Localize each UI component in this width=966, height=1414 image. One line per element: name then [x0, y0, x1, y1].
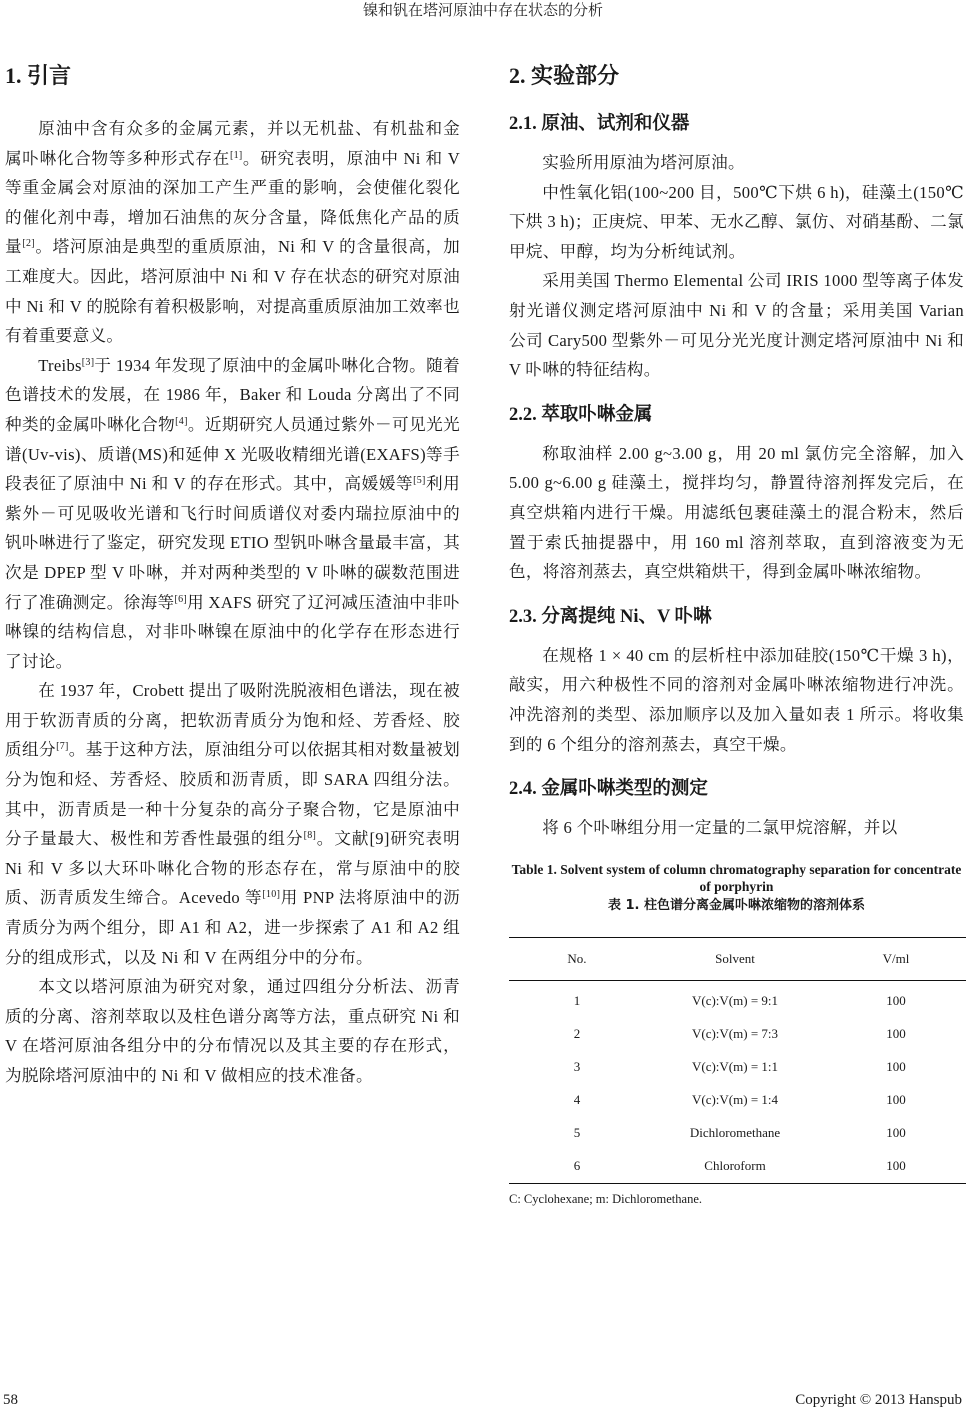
table-row	[509, 1051, 966, 1084]
paragraph: 中性氧化铝(100~200 目，500℃下烘 6 h)，硅藻土(150℃下烘 3 h)；正庚烷、甲苯、无水乙醇、氯仿、对硝基酚、二氯甲烷、甲醇，均为分析纯试剂。	[509, 182, 964, 261]
paragraph: 本文以塔河原油为研究对象，通过四组分分析法、沥青质的分离、溶剂萃取以及柱色谱分离等方法，重点研究 Ni 和 V 在塔河原油各组分中的分布情况以及其主要的存在形式，为脱除塔河原油中的 Ni 和 V 做相应的技术准备。	[5, 977, 460, 1085]
cell-solvent: V(c):V(m) = 9:1	[691, 993, 779, 1009]
cell-no: 5	[573, 1125, 581, 1141]
cell-solvent: V(c):V(m) = 1:1	[691, 1059, 779, 1075]
table-footnote: C: Cyclohexane; m: Dichloromethane.	[509, 1191, 703, 1206]
citation-marker: [7]	[56, 741, 69, 753]
cell-volume: 100	[886, 1125, 906, 1141]
cell-solvent: Dichloromethane	[689, 1125, 781, 1141]
cell-volume: 100	[886, 1092, 906, 1108]
table-caption-english: Table 1. Solvent system of column chromatography separation for concentrate of porphyrin	[511, 861, 962, 894]
paragraph: 采用美国 Thermo Elemental 公司 IRIS 1000 型等离子体发射光谱仪测定塔河原油中 Ni 和 V 的含量；采用美国 Varian 公司 Cary500 型紫外－可见分光光度计测定塔河原油中 Ni 和 V 卟啉的特征结构。	[509, 271, 964, 380]
citation-marker: [5]	[413, 475, 426, 487]
citation-marker: [1]	[229, 149, 243, 161]
cell-no: 3	[573, 1059, 581, 1075]
cell-no: 2	[573, 1026, 581, 1042]
cell-volume: 100	[886, 1026, 906, 1042]
paragraph: Treibs[3]于 1934 年发现了原油中的金属卟啉化合物。随着色谱技术的发展，在 1986 年，Baker 和 Louda 分离出了不同种类的金属卟啉化合物[4]。近期研究人员通过紫外－可见光光谱(Uv-vis)、质谱(MS)和延伸 X 光吸收精细光谱(EXAFS)等手段表征了原油中 Ni 和 V 的存在形式。其中，高媛媛等[5]利用紫外－可见吸收光谱和飞行时间质谱仪对委内瑞拉原油中的钒卟啉进行了鉴定，研究发现 ETIO 型钒卟啉含量最丰富，其次是 DPEP 型 V 卟啉，并对两种类型的 V 卟啉的碳数范围进行了准确测定。徐海等[6]用 XAFS 研究了辽河减压渣油中非卟啉镍的结构信息，对非卟啉镍在原油中的化学存在形态进行了讨论。	[5, 355, 461, 671]
paragraph: 实验所用原油为塔河原油。	[542, 153, 745, 172]
column-header-no: No.	[509, 937, 645, 980]
cell-volume: 100	[886, 993, 906, 1009]
cell-no: 6	[509, 1150, 645, 1184]
left-column	[5, 58, 460, 1091]
table-row	[509, 980, 966, 1018]
page-number: 58	[3, 1392, 18, 1408]
citation-marker: [10]	[262, 889, 281, 901]
subsection-heading-porphyrin-types: 2.4. 金属卟啉类型的测定	[509, 779, 708, 800]
right-column	[509, 58, 964, 1207]
cell-volume: 100	[825, 1150, 966, 1184]
subsection-heading-separation: 2.3. 分离提纯 Ni、V 卟啉	[509, 606, 712, 627]
subsection-heading-extraction: 2.2. 萃取卟啉金属	[509, 404, 653, 425]
cell-no: 4	[573, 1092, 581, 1108]
paragraph: 将 6 个卟啉组分用一定量的二氯甲烷溶解，并以	[542, 818, 898, 838]
column-header-solvent: Solvent	[645, 937, 825, 980]
paragraph: 称取油样 2.00 g~3.00 g，用 20 ml 氯仿完全溶解，加入 5.00 g~6.00 g 硅藻土，搅拌均匀，静置待溶剂挥发完后，在真空烘箱内进行干燥。用滤纸包裹硅藻土的混合粉末，然后置于索氏抽提器中，用 160 ml 溶剂萃取，直到溶液变为无色，将溶剂蒸去，真空烘箱烘干，得到金属卟啉浓缩物。	[509, 443, 964, 582]
cell-no: 1	[573, 993, 581, 1009]
column-header-volume: V/ml	[825, 937, 966, 980]
citation-marker: [2]	[22, 238, 35, 250]
cell-solvent: V(c):V(m) = 1:4	[691, 1092, 779, 1108]
subsection-heading-materials: 2.1. 原油、试剂和仪器	[509, 114, 690, 134]
citation-marker: [4]	[175, 415, 188, 427]
paragraph: 在 1937 年，Crobett 提出了吸附洗脱液相色谱法，现在被用于软沥青质的分离，把软沥青质分为饱和烃、芳香烃、胶质组分[7]。基于这种方法，原油组分可以依据其相对数量被划分为饱和烃、芳香烃、胶质和沥青质，即 SARA 四组分法。其中，沥青质是一种十分复杂的高分子聚合物，它是原油中分子量最大、极性和芳香性最强的组分[8]。文献[9]研究表明 Ni 和 V 多以大环卟啉化合物的形态存在，常与原油中的胶质、沥青质发生缔合。Acevedo 等[10]用 PNP 法将原油中的沥青质分为两个组分，即 A1 和 A2，进一步探索了 A1 和 A2 组分的组成形式，以及 Ni 和 V 在两组分中的分布。	[5, 681, 460, 967]
section-heading-introduction: 1. 引言	[5, 63, 72, 88]
cell-volume: 100	[886, 1059, 906, 1075]
table-row	[509, 1150, 966, 1184]
cell-solvent: V(c):V(m) = 7:3	[691, 1026, 779, 1042]
paragraph: 在规格 1 × 40 cm 的层析柱中添加硅胶(150℃干燥 3 h)，敲实，用六种极性不同的溶剂对金属卟啉浓缩物进行冲洗。冲洗溶剂的类型、添加顺序以及加入量如表 1 所示。将收集到的 6 个组分的溶剂蒸去，真空干燥。	[509, 645, 964, 754]
copyright-notice: Copyright © 2013 Hanspub	[795, 1392, 962, 1408]
solvent-table	[509, 937, 966, 1184]
table-row	[509, 1117, 966, 1150]
table-header-row	[509, 937, 966, 980]
table-caption-chinese: 表 1. 柱色谱分离金属卟啉浓缩物的溶剂体系	[607, 897, 866, 913]
running-header: 镍和钒在塔河原油中存在状态的分析	[362, 3, 603, 19]
citation-marker: [3]	[81, 356, 95, 368]
table-row	[509, 1084, 966, 1117]
cell-solvent: Chloroform	[645, 1150, 825, 1184]
paragraph: 原油中含有众多的金属元素，并以无机盐、有机盐和金属卟啉化合物等多种形式存在[1]。研究表明，原油中 Ni 和 V 等重金属会对原油的深加工产生严重的影响，会使催化裂化的催化剂中毒，增加石油焦的灰分含量，降低焦化产品的质量[2]。塔河原油是典型的重质原油，Ni 和 V 的含量很高，加工难度大。因此，塔河原油中 Ni 和 V 存在状态的研究对原油中 Ni 和 V 的脱除有着积极影响，对提高重质原油加工效率也有着重要意义。	[5, 119, 460, 346]
table-row	[509, 1018, 966, 1051]
citation-marker: [6]	[174, 593, 188, 605]
section-heading-experimental: 2. 实验部分	[509, 63, 620, 88]
citation-marker: [8]	[303, 830, 317, 842]
table-caption	[509, 861, 964, 914]
